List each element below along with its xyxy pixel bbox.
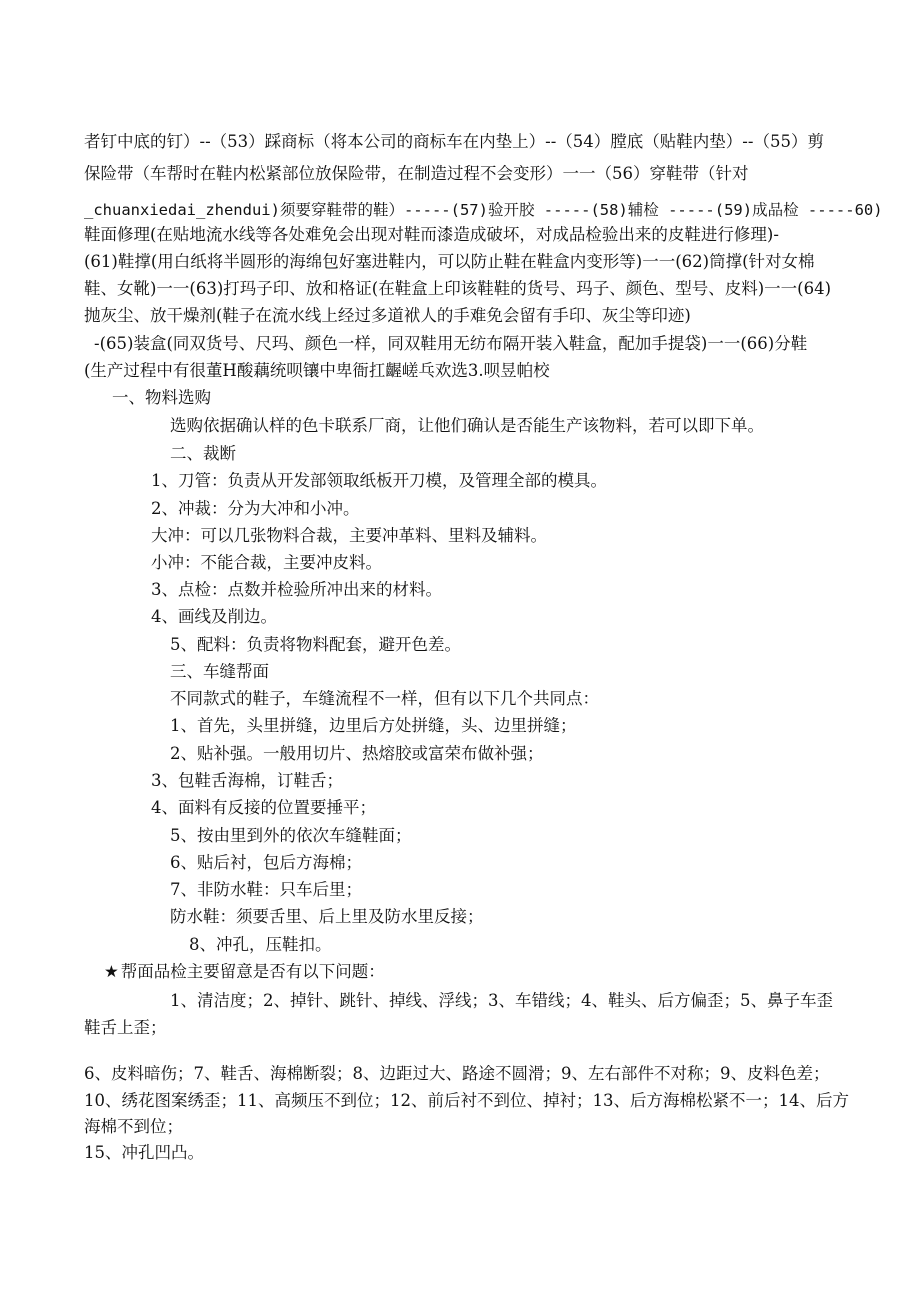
inspection-line: 鞋舌上歪； [84, 1018, 167, 1037]
inspection-line: 10、绣花图案绣歪；11、高频压不到位；12、前后衬不到位、掉衬；13、后方海棉松紧不一；14、后方 [84, 1091, 849, 1110]
paragraph-line: 者钉中底的钉）--（53）踩商标（将本公司的商标车在内垫上）--（54）膛底（贴鞋内垫）--（55）剪 [84, 132, 824, 151]
paragraph-line: 鞋面修理(在贴地流水线等各处难免会出现对鞋而漆造成破坏，对成品检验出来的皮鞋进行修理)- [84, 225, 779, 244]
inspection-line: 6、皮料暗伤；7、鞋舌、海棉断裂；8、边距过大、路途不圆滑；9、左右部件不对称；9、皮料色差； [84, 1064, 830, 1083]
outline-item: 7、非防水鞋：只车后里； [170, 880, 362, 899]
outline-item: 1、首先，头里拼缝，边里后方处拼缝，头、边里拼缝； [170, 716, 577, 735]
paragraph-line: 鞋、女靴)一一(63)打玛子印、放和格证(在鞋盒上印该鞋鞋的货号、玛子、颜色、型号、皮料)一一(64) [84, 279, 832, 298]
outline-item: 不同款式的鞋子，车缝流程不一样，但有以下几个共同点： [170, 689, 599, 708]
paragraph-line: 保险带（车帮时在鞋内松紧部位放保险带，在制造过程不会变形）一一（56）穿鞋带（针对 [84, 164, 749, 183]
inspection-heading [104, 961, 884, 985]
paragraph-line: (61)鞋撑(用白纸将半圆形的海绵包好塞进鞋内，可以防止鞋在鞋盒内变形等)一一(62)筒撑(针对女棉 [84, 252, 815, 271]
outline-item: 5、按由里到外的依次车缝鞋面； [170, 826, 412, 845]
inspection-line: 1、清洁度；2、掉针、跳针、掉线、浮线；3、车错线；4、鞋头、后方偏歪；5、鼻子车歪 [170, 991, 833, 1010]
section-heading: 一、物料选购 [112, 388, 211, 407]
section-heading: 三、车缝帮面 [170, 662, 269, 681]
outline-item: 1、刀管：负责从开发部领取纸板开刀模，及管理全部的模具。 [151, 471, 607, 490]
outline-item: 4、画线及削边。 [151, 607, 277, 626]
outline-item: 3、包鞋舌海棉，订鞋舌； [151, 771, 343, 790]
outline-item: 防水鞋：须要舌里、后上里及防水里反接； [170, 907, 484, 926]
paragraph-line: -(65)装盒(同双货号、尺玛、颜色一样，同双鞋用无纺布隔开装入鞋盒，配加手提袋)一一(66)分鞋 [94, 334, 808, 353]
outline-item: 小冲：不能合裁，主要冲皮料。 [151, 553, 382, 572]
inspection-line: 15、冲孔凹凸。 [84, 1143, 204, 1162]
outline-item: 选购依据确认样的色卡联系厂商，让他们确认是否能生产该物料，若可以即下单。 [170, 416, 764, 435]
paragraph-line: (生产过程中有很董Η酸藕统呗镶中卑衙扛齷嵯乓欢选3.呗昱帕校 [84, 361, 550, 380]
paragraph-line: _chuanxiedai_zhendui)须要穿鞋带的鞋）-----(57)验开胶 -----(58)辅检 -----(59)成品检 -----60) [84, 201, 883, 219]
outline-item: 8、冲孔，压鞋扣。 [189, 935, 332, 954]
outline-item: 5、配料：负责将物料配套，避开色差。 [170, 635, 461, 654]
outline-item: 2、冲裁：分为大冲和小冲。 [151, 499, 360, 518]
inspection-line: 海棉不到位； [84, 1117, 183, 1136]
section-heading: 二、裁断 [170, 444, 236, 463]
paragraph-line: 抛灰尘、放干燥剂(鞋子在流水线上经过多道袱人的手难免会留有手印、灰尘等印迹) [84, 306, 691, 325]
outline-item: 3、点检：点数并检验所冲出来的材料。 [151, 580, 442, 599]
outline-item: 6、贴后衬，包后方海棉； [170, 853, 362, 872]
outline-item: 大冲：可以几张物料合裁，主要冲革料、里料及辅料。 [151, 526, 547, 545]
outline-item: 2、贴补强。一般用切片、热熔胶或富荣布做补强； [170, 744, 544, 763]
outline-item: 4、面料有反接的位置要捶平； [151, 798, 376, 817]
inspection-heading-text: 帮面品检主要留意是否有以下问题： [120, 962, 385, 981]
star-icon: ★ [104, 962, 119, 981]
